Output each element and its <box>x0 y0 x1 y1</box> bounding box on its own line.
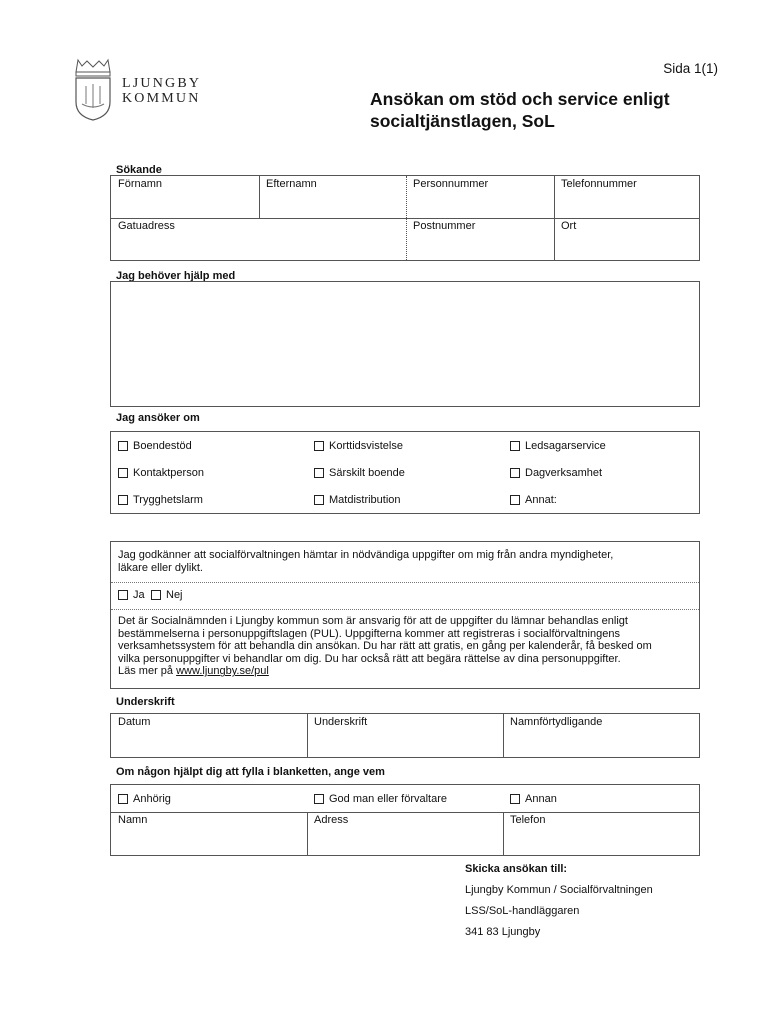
name-clarification-label: Namnförtydligande <box>510 716 603 728</box>
help-description-field[interactable] <box>110 281 700 407</box>
pul-line5-prefix: Läs mer på <box>118 665 177 678</box>
option-boendestod[interactable] <box>118 440 192 452</box>
checkbox[interactable] <box>314 794 324 804</box>
checkbox[interactable] <box>118 495 128 505</box>
name-clarification-field[interactable] <box>503 714 699 757</box>
logo-text-line2: KOMMUN <box>122 91 201 106</box>
consent-text-line2: läkare eller dylikt. <box>118 561 203 574</box>
checkbox[interactable] <box>510 495 520 505</box>
signature-section-label: Underskrift <box>116 696 175 708</box>
helper-name-field[interactable] <box>111 812 307 855</box>
helper-phone-label: Telefon <box>510 814 546 826</box>
postal-code-label: Postnummer <box>413 220 476 232</box>
send-to-label: Skicka ansökan till: <box>465 863 568 875</box>
helper-other-label: Annan <box>525 793 557 805</box>
option-sarskilt-boende[interactable] <box>314 467 405 479</box>
option-label: Annat: <box>525 494 557 506</box>
checkbox[interactable] <box>314 468 324 478</box>
checkbox[interactable] <box>118 590 128 600</box>
helper-guardian-label: God man eller förvaltare <box>329 793 447 805</box>
option-kontaktperson[interactable] <box>118 467 204 479</box>
helper-section-label: Om någon hjälpt dig att fylla i blanketten, ange vem <box>116 766 385 778</box>
option-trygghetslarm[interactable] <box>118 494 203 506</box>
consent-no[interactable] <box>151 589 183 601</box>
pul-line2: bestämmelserna i personuppgiftslagen (PUL). Uppgifterna kommer att registreras i socialförvaltningens <box>118 627 620 640</box>
checkbox[interactable] <box>510 468 520 478</box>
consent-yes-label: Ja <box>133 589 145 601</box>
title-line2: socialtjänstlagen, SoL <box>370 111 555 131</box>
checkbox[interactable] <box>118 794 128 804</box>
postal-code-field[interactable] <box>406 218 554 260</box>
signature-box <box>110 713 700 758</box>
personal-number-label: Personnummer <box>413 178 489 190</box>
helper-guardian[interactable] <box>314 793 447 805</box>
send-to-line2: LSS/SoL-handläggaren <box>465 905 580 917</box>
first-name-label: Förnamn <box>118 178 163 190</box>
phone-number-label: Telefonnummer <box>561 178 637 190</box>
pul-text <box>118 615 696 678</box>
municipality-logo <box>70 58 220 122</box>
page-number: Sida 1(1) <box>663 61 718 76</box>
coat-of-arms-icon <box>70 58 116 122</box>
consent-box <box>110 541 700 689</box>
consent-text-line1: Jag godkänner att socialförvaltningen hämtar in nödvändiga uppgifter om mig från andra myndigheter, <box>118 549 614 561</box>
pul-line4: vilka personuppgifter vi behandlar om dig. Du har också rätt att begära rättelse av dina personuppgifter. <box>118 652 621 665</box>
personal-number-field[interactable] <box>406 176 554 218</box>
city-label: Ort <box>561 220 577 232</box>
street-address-label: Gatuadress <box>118 220 175 232</box>
checkbox[interactable] <box>151 590 161 600</box>
consent-yes[interactable] <box>118 589 145 601</box>
pul-line3: verksamhetssystem för att behandla din ansökan. Du har rätt att gratis, en gång per kalenderår, få besked om <box>118 640 652 653</box>
helper-address-field[interactable] <box>307 812 503 855</box>
option-dagverksamhet[interactable] <box>510 467 602 479</box>
phone-number-field[interactable] <box>554 176 699 218</box>
option-label: Matdistribution <box>329 494 401 506</box>
apply-section-label: Jag ansöker om <box>116 412 200 424</box>
send-to-line3: 341 83 Ljungby <box>465 926 541 938</box>
signature-label: Underskrift <box>314 716 368 728</box>
option-label: Kontaktperson <box>133 467 204 479</box>
helper-box <box>110 784 700 856</box>
street-address-field[interactable] <box>111 218 406 260</box>
checkbox[interactable] <box>314 495 324 505</box>
option-label: Boendestöd <box>133 440 192 452</box>
signature-field[interactable] <box>307 714 503 757</box>
logo-text-line1: LJUNGBY <box>122 76 202 91</box>
consent-text <box>118 549 692 574</box>
option-label: Dagverksamhet <box>525 467 603 479</box>
option-annat[interactable] <box>510 494 557 506</box>
pul-link[interactable]: www.ljungby.se/pul <box>176 665 269 678</box>
help-section-label: Jag behöver hjälp med <box>116 270 236 282</box>
send-to-line1: Ljungby Kommun / Socialförvaltningen <box>465 884 653 896</box>
page-title <box>370 88 730 132</box>
applicant-section-label: Sökande <box>116 164 162 176</box>
helper-relative-label: Anhörig <box>133 793 171 805</box>
date-field[interactable] <box>111 714 307 757</box>
helper-relative[interactable] <box>118 793 171 805</box>
pul-line1: Det är Socialnämnden i Ljungby kommun som är ansvarig för att de uppgifter du lämnar behandlas enligt <box>118 615 628 627</box>
helper-address-label: Adress <box>314 814 349 826</box>
checkbox[interactable] <box>118 441 128 451</box>
option-label: Korttidsvistelse <box>329 440 403 452</box>
consent-no-label: Nej <box>166 589 183 601</box>
checkbox[interactable] <box>510 794 520 804</box>
city-field[interactable] <box>554 218 699 260</box>
option-matdistribution[interactable] <box>314 494 401 506</box>
first-name-field[interactable] <box>111 176 259 218</box>
checkbox[interactable] <box>314 441 324 451</box>
option-korttidsvistelse[interactable] <box>314 440 403 452</box>
option-ledsagarservice[interactable] <box>510 440 606 452</box>
last-name-field[interactable] <box>259 176 406 218</box>
last-name-label: Efternamn <box>266 178 317 190</box>
helper-phone-field[interactable] <box>503 812 699 855</box>
option-label: Trygghetslarm <box>133 494 203 506</box>
title-line1: Ansökan om stöd och service enligt <box>370 89 670 109</box>
applicant-box <box>110 175 700 261</box>
option-label: Ledsagarservice <box>525 440 606 452</box>
option-label: Särskilt boende <box>329 467 405 479</box>
helper-other[interactable] <box>510 793 557 805</box>
checkbox[interactable] <box>118 468 128 478</box>
helper-name-label: Namn <box>118 814 148 826</box>
checkbox[interactable] <box>510 441 520 451</box>
apply-options-box <box>110 431 700 514</box>
date-label: Datum <box>118 716 151 728</box>
